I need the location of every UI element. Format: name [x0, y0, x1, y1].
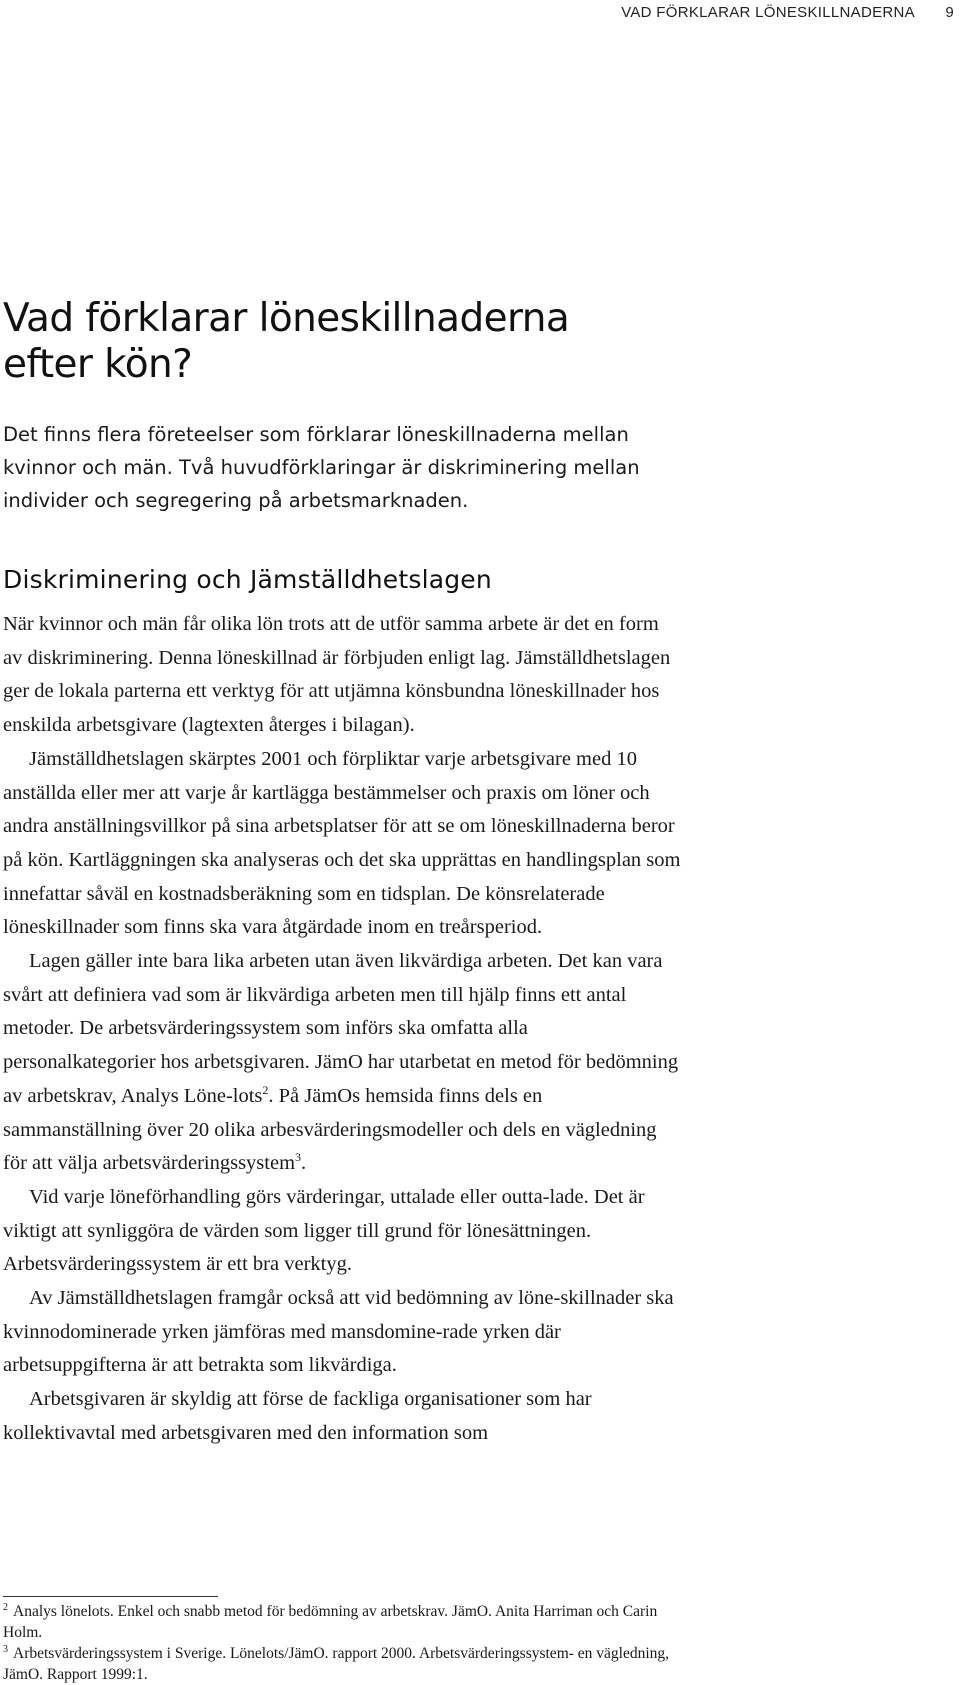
body-paragraph-3 [3, 945, 683, 1181]
section-heading: Diskriminering och Jämställdhetslagen [3, 565, 492, 594]
body-paragraph-3-text-a: Lagen gäller inte bara lika arbeten utan även likvärdiga arbeten. Det kan vara svårt att definiera vad som är likvärdiga arbeten men till hjälp finns ett antal metoder. De arbetsvärderingssystem som införs ska omfatta alla personalkategorier hos arbetsgivaren. JämO har utarbetat en metod för bedömning av arbetskrav, Analys Löne-lots [3, 950, 679, 1107]
page-title-line-1: Vad förklarar löneskillnaderna [3, 296, 570, 341]
body-text [3, 608, 683, 1451]
footnote-3 [3, 1643, 693, 1685]
footnote-divider [3, 1596, 218, 1597]
footnote-3-number: 3 [3, 1643, 8, 1655]
running-head-title: VAD FÖRKLARAR LÖNESKILLNADERNA [621, 4, 915, 21]
body-paragraph-1: När kvinnor och män får olika lön trots att de utför samma arbete är det en form av diskriminering. Denna löneskillnad är förbjuden enligt lag. Jämställdhetslagen ger de lokala parterna ett verktyg för att utjämna könsbundna löneskillnader hos enskilda arbetsgivare (lagtexten återges i bilagan). [3, 613, 671, 737]
page-title [3, 296, 703, 388]
body-paragraph-2: Jämställdhetslagen skärptes 2001 och förpliktar varje arbetsgivare med 10 anställda eller mer att varje år kartlägga bestämmelser och praxis om löner och andra anställningsvillkor på sina arbetsplatser för att se om löneskillnaderna beror på kön. Kartläggningen ska analyseras och det ska upprättas en handlingsplan som innefattar såväl en kostnadsberäkning som en tidsplan. De könsrelaterade löneskillnader som finns ska vara åtgärdade inom en treårsperiod. [3, 747, 681, 939]
lead-paragraph: Det finns flera företeelser som förklarar löneskillnaderna mellan kvinnor och män. Två huvudförklaringar är diskriminering mellan individer och segregering på arbetsmarknaden. [3, 423, 640, 512]
footnote-ref-2: 2 [262, 1083, 269, 1098]
page-number: 9 [945, 4, 954, 21]
body-paragraph-3-text-c: . [301, 1152, 307, 1175]
footnote-3-text: Arbetsvärderingssystem i Sverige. Lönelots/JämO. rapport 2000. Arbetsvärderingssystem- en vägledning, JämO. Rapport 1999:1. [3, 1645, 670, 1683]
footnote-2 [3, 1601, 693, 1643]
footnote-2-text: Analys lönelots. Enkel och snabb metod för bedömning av arbetskrav. JämO. Anita Harriman och Carin Holm. [3, 1603, 658, 1641]
body-paragraph-3-text-b: . På JämOs hemsida finns dels en sammanställning över 20 olika arbesvärderingsmodeller och dels en vägledning för att välja arbetsvärderingssystem [3, 1084, 657, 1175]
body-paragraph-5: Av Jämställdhetslagen framgår också att vid bedömning av löne-skillnader ska kvinnodominerade yrken jämföras med mansdomine-rade yrken där arbetsuppgifterna är att betrakta som likvärdiga. [3, 1287, 674, 1377]
footnote-ref-3: 3 [295, 1150, 302, 1165]
footnotes [3, 1601, 693, 1685]
footnote-2-number: 2 [3, 1601, 8, 1613]
body-paragraph-4: Vid varje löneförhandling görs värderingar, uttalade eller outta-lade. Det är viktigt att synliggöra de värden som ligger till grund för lönesättningen. Arbetsvärderingssystem är ett bra verktyg. [3, 1185, 645, 1276]
body-paragraph-6: Arbetsgivaren är skyldig att förse de fackliga organisationer som har kollektivavtal med arbetsgivaren med den information som [3, 1388, 592, 1444]
page-title-line-2: efter kön? [3, 342, 193, 387]
